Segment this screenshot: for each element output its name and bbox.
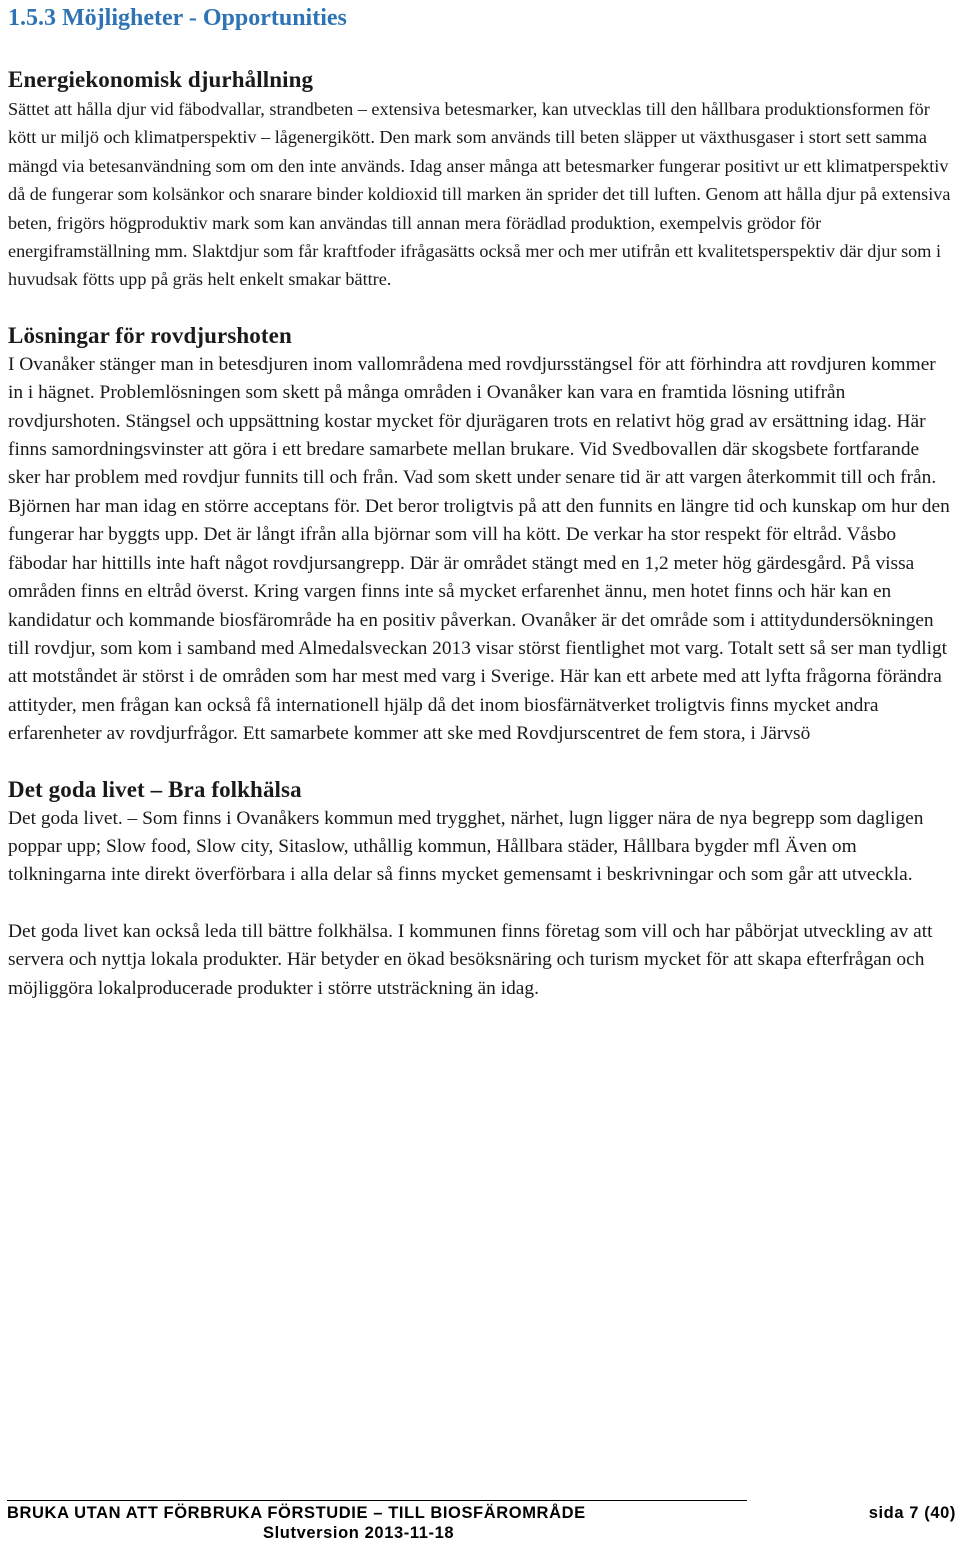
footer-page-number: sida 7 (40) <box>868 1504 956 1522</box>
paragraph-goda-livet-2: Det goda livet kan också leda till bättre folkhälsa. I kommunen finns företag som vill och har påbörjat utveckling av att servera och nyttja lokala produkter. Här betyder en ökad besöksnäring och turism mycket för att skapa efterfrågan och möjliggöra lokalproducerade produkter i större utsträckning än idag. <box>8 920 933 999</box>
heading-energiekonomisk: Energiekonomisk djurhållning <box>8 67 314 92</box>
footer-title: BRUKA UTAN ATT FÖRBRUKA FÖRSTUDIE – TILL BIOSFÄROMRÅDE <box>7 1504 586 1522</box>
heading-goda-livet: Det goda livet – Bra folkhälsa <box>8 776 302 802</box>
paragraph-goda-livet-1: Det goda livet. – Som finns i Ovanåkers kommun med trygghet, närhet, lugn ligger nära de nya begrepp som dagligen poppar upp; Slow food, Slow city, Sitaslow, uthållig kommun, Hållbara städer, Hållbara bygder mfl Även om tolkningarna inte direkt överförbara i alla delar så finns mycket gemensamt i beskrivningar och som går att utveckla. <box>8 807 924 886</box>
paragraph-losningar: I Ovanåker stänger man in betesdjuren inom vallområdena med rovdjursstängsel för att förhindra att rovdjuren kommer in i hägnet. Problemlösningen som skett på många områden i Ovanåker kan vara en framtida lösning utifrån rovdjurshoten. Stängsel och uppsättning kostar mycket för djurägaren trots en relativt hög grad av ersättning idag. Här finns samordningsvinster att göra i ett bredare samarbete mellan brukare. Vid Svedbovallen där skogsbete fortfarande sker har problem med rovdjur funnits till och från. Vad som skett under senare tid är att vargen återkommit till och från. Björnen har man idag en större acceptans för. Det beror troligtvis på att den funnits en längre tid och kunskap om hur den fungerar har byggts upp. Det är långt ifrån alla björnar som vill ha kött. De verkar ha stor respekt för eltråd. Våsbo fäbodar har hittills inte haft något rovdjursangrepp. Där är området stängt med en 1,2 meter hög gärdesgård. På vissa områden finns en eltråd överst. Kring vargen finns inte så mycket erfarenhet ännu, men hotet finns och här kan en kandidatur och kommande biosfärområde ha en positiv påverkan. Ovanåker är det område som i attitydundersökningen till rovdjur, som kom i samband med Almedalsveckan 2013 visar störst fientlighet mot varg. Totalt sett så ser man tydligt att motståndet är störst i de områden som har mest med varg i Sverige. Här kan ett arbete med att lyfta frågorna förändra attityder, men frågan kan också få internationell hjälp då det inom biosfärnätverket troligtvis finns mycket andra erfarenheter av rovdjurfrågor. Ett samarbete kommer att ske med Rovdjurscentret de fem stora, i Järvsö <box>8 353 950 745</box>
section-losningar <box>8 321 952 749</box>
footer-version: Slutversion 2013-11-18 <box>263 1524 455 1542</box>
paragraph-energiekonomisk: Sättet att hålla djur vid fäbodvallar, strandbeten – extensiva betesmarker, kan utvecklas till den hållbara produktionsformen för kött ur miljö och klimatperspektiv – lågenergikött. Den mark som används till beten släpper ut växthusgaser i stort sett samma mängd via betesanvändning som om den inte används. Idag anser många att betesmarker fungerar positivt ur ett klimatperspektiv då de fungerar som kolsänkor och snarare binder koldioxid till marken än sprider det till luften. Genom att hålla djur på extensiva beten, frigörs högproduktiv mark som kan användas till annan mera förädlad produktion, exempelvis grödor för energiframställning mm. Slaktdjur som får kraftfoder ifrågasätts också mer och mer utifrån ett kvalitetsperspektiv där djur som i huvudsak fötts upp på gräs helt enkelt smakar bättre. <box>8 99 951 290</box>
section-title: 1.5.3 Möjligheter - Opportunities <box>8 5 347 31</box>
footer-divider <box>7 1500 747 1501</box>
heading-losningar: Lösningar för rovdjurshoten <box>8 322 292 348</box>
document-page <box>8 0 952 1003</box>
section-energiekonomisk <box>8 65 952 294</box>
section-goda-livet <box>8 775 952 1003</box>
